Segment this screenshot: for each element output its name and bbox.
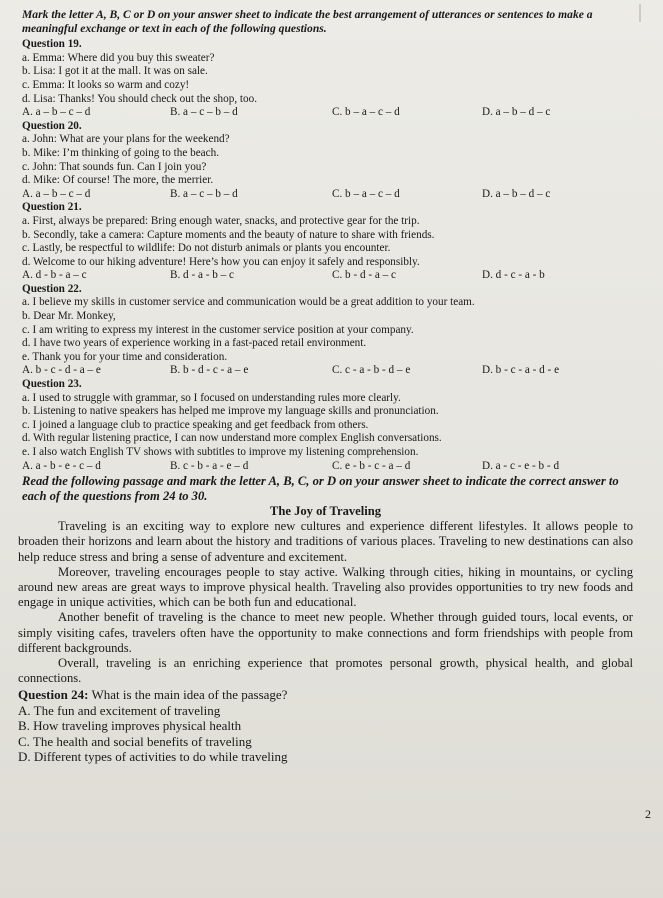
answer-options [22,460,633,474]
option-a[interactable]: A. a – b – c – d [22,187,91,200]
question-title: Question 20. [22,119,82,132]
sentence-b: b. Lisa: I got it at the mall. It was on sale. [22,65,208,78]
option-c[interactable]: C. b – a – c – d [332,187,400,200]
question-title: Question 21. [22,201,82,214]
option-a[interactable]: A. a - b - e - c – d [22,459,101,472]
question-title: Question 22. [22,282,82,295]
question-19 [22,38,633,120]
option-d[interactable]: D. a – b – d – c [482,187,551,200]
question-title: Question 19. [22,38,82,51]
sentence-c: c. I am writing to express my interest in the customer service position at your company. [22,323,414,336]
section-instructions: Mark the letter A, B, C or D on your answer sheet to indicate the best arrangement of utterances or sentences to make a meaningful exchange or text in each of the following questions. [22,8,593,35]
answer-options [22,188,633,202]
sentence-b: b. Secondly, take a camera: Capture moments and the beauty of nature to share with friends. [22,228,435,241]
question-22 [22,283,633,378]
sentence-b: b. Listening to native speakers has helped me improve my language skills and pronunciation. [22,405,439,418]
question-24-option-b[interactable]: B. How traveling improves physical health [18,718,242,734]
question-24-title: Question 24: [18,687,89,703]
answer-options [22,364,633,378]
paper-edge-mark [639,4,655,22]
option-d[interactable]: D. d - c - a - b [482,269,545,282]
option-c[interactable]: C. e - b - c - a – d [332,459,411,472]
option-a[interactable]: A. b - c - d - a – e [22,364,101,377]
sentence-a: a. Emma: Where did you buy this sweater? [22,51,215,64]
passage-title: The Joy of Traveling [269,504,382,519]
sentence-c: c. Lastly, be respectful to wildlife: Do not disturb animals or plants you encounter. [22,242,391,255]
option-c[interactable]: C. c - a - b - d – e [332,364,411,377]
passage-paragraph-4: Overall, traveling is an enriching experience that promotes personal growth, physical health, and global connections. [18,656,633,686]
reading-instructions: Read the following passage and mark the letter A, B, C, or D on your answer sheet to indicate the correct answer to each of the questions from 24 to 30. [22,474,619,504]
option-c[interactable]: C. b - d - a – c [332,269,397,282]
sentence-c: c. Emma: It looks so warm and cozy! [22,78,190,91]
sentence-d: d. With regular listening practice, I can now understand more complex English conversations. [22,432,442,445]
question-24-stem: What is the main idea of the passage? [91,687,288,703]
option-d[interactable]: D. a – b – d – c [482,106,551,119]
question-24 [18,687,633,764]
sentence-b: b. Dear Mr. Monkey, [22,310,116,323]
question-title: Question 23. [22,378,82,391]
question-24-option-a[interactable]: A. The fun and excitement of traveling [18,702,221,718]
sentence-d: d. Mike: Of course! The more, the merrier. [22,174,214,187]
sentence-e: e. Thank you for your time and consideration. [22,350,228,363]
question-21 [22,201,633,283]
option-a[interactable]: A. d - b - a – c [22,269,87,282]
answer-options [22,106,633,120]
option-d[interactable]: D. b - c - a - d - e [482,364,560,377]
question-20 [22,120,633,202]
sentence-d: d. Welcome to our hiking adventure! Here’s how you can enjoy it safely and responsibly. [22,255,420,268]
passage-paragraph-3: Another benefit of traveling is the chance to meet new people. Whether through guided tours, local events, or simply visiting cafes, travelers often have the opportunity to make connections and form friendships with people from different backgrounds. [18,610,633,655]
sentence-e: e. I also watch English TV shows with subtitles to improve my listening comprehension. [22,446,419,458]
page-number: 2 [645,807,651,821]
arrangement-questions [18,38,633,473]
question-24-option-d[interactable]: D. Different types of activities to do while traveling [18,749,288,765]
sentence-b: b. Mike: I’m thinking of going to the beach. [22,146,219,159]
option-b[interactable]: B. a – c – b – d [170,187,238,200]
sentence-c: c. John: That sounds fun. Can I join you? [22,160,207,173]
option-c[interactable]: C. b – a – c – d [332,106,400,119]
question-23 [22,378,633,473]
sentence-a: a. John: What are your plans for the weekend? [22,133,230,146]
question-24-option-c[interactable]: C. The health and social benefits of traveling [18,733,252,749]
sentence-d: d. I have two years of experience working in a fast-paced retail environment. [22,337,367,350]
passage-paragraph-2: Moreover, traveling encourages people to stay active. Walking through cities, hiking in mountains, or cycling around new areas are great ways to improve physical health. Traveling also provides opportunities to try new foods and engage in unique activities, which can be both fun and educational. [18,564,633,610]
answer-options [22,269,633,283]
option-b[interactable]: B. a – c – b – d [170,106,238,119]
option-b[interactable]: B. c - b - a - e – d [170,459,249,472]
option-b[interactable]: B. b - d - c - a – e [170,364,249,377]
option-d[interactable]: D. a - c - e - b - d [482,459,560,472]
sentence-d: d. Lisa: Thanks! You should check out the shop, too. [22,92,258,105]
sentence-a: a. I used to struggle with grammar, so I focused on understanding rules more clearly. [22,391,401,404]
sentence-c: c. I joined a language club to practice speaking and get feedback from others. [22,418,369,431]
option-a[interactable]: A. a – b – c – d [22,106,91,119]
option-b[interactable]: B. d - a - b – c [170,269,235,282]
passage-paragraph-1: Traveling is an exciting way to explore new cultures and experience different lifestyles. It allows people to broaden their horizons and learn about the history and traditions of various places. Traveling to new destinations can also help reduce stress and bring a sense of adventure and excitement. [18,519,633,564]
sentence-a: a. I believe my skills in customer service and communication would be a great addition to your team. [22,296,475,309]
sentence-a: a. First, always be prepared: Bring enough water, snacks, and protective gear for the trip. [22,214,420,227]
